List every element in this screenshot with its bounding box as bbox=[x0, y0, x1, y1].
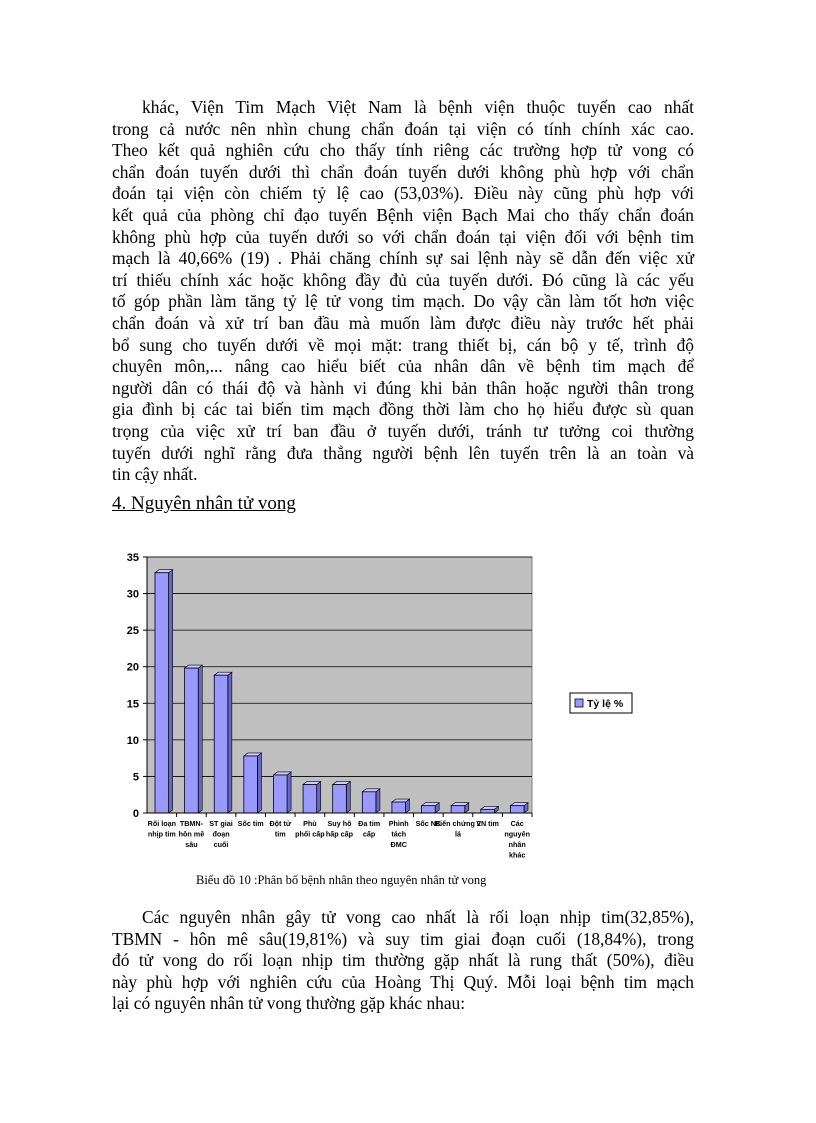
bar-side bbox=[287, 772, 291, 813]
x-tick-label: Rối loạn bbox=[147, 819, 176, 828]
section-heading: 4. Nguyên nhân tử vong bbox=[112, 493, 296, 514]
bar bbox=[214, 675, 228, 813]
y-tick-label: 15 bbox=[126, 698, 139, 711]
bar bbox=[510, 806, 524, 813]
bar bbox=[155, 573, 169, 813]
paragraph-line: khác, Viện Tim Mạch Việt Nam là bệnh viện thuộc tuyến cao nhất bbox=[142, 97, 694, 117]
paragraph-line: tố góp phần làm tăng tỷ lệ tử vong tim mạch. Do vậy cần làm tốt hơn việc bbox=[112, 291, 694, 312]
x-tick-label: Suy hô bbox=[327, 819, 352, 828]
y-tick-label: 25 bbox=[126, 625, 139, 638]
x-tick-label: cấp bbox=[362, 829, 376, 839]
x-tick-label: Sốc tim bbox=[237, 819, 264, 828]
bar bbox=[303, 784, 317, 813]
paragraph-line: TBMN - hôn mê sâu(19,81%) và suy tim giai đoạn cuối (18,84%), trong bbox=[112, 928, 694, 949]
paragraph-line: trọng của việc xử trí ban đầu ở tuyến dưới, tránh tư tưởng coi thường bbox=[112, 420, 694, 441]
x-tick-label: Sốc NK bbox=[415, 819, 442, 828]
paragraph-line: chẩn đoán tuyến dưới thì chẩn đoán tuyến dưới không phù hợp với chẩn bbox=[112, 161, 694, 182]
paragraph-line: mạch là 40,66% (19) . Phải chăng chính sự sai lệnh này sẽ dẫn đến việc xử bbox=[112, 248, 694, 269]
paragraph-line: trong cả nước nên nhìn chung chẩn đoán tại viện có tính chính xác cao. bbox=[112, 118, 694, 139]
bar bbox=[362, 792, 376, 813]
x-tick-label: khác bbox=[508, 850, 526, 860]
death-cause-bar-chart bbox=[112, 545, 672, 861]
x-tick-label: ĐMC bbox=[390, 840, 407, 849]
x-tick-label: lá bbox=[454, 829, 461, 839]
x-tick-label: sâu bbox=[185, 840, 198, 849]
x-tick-label: phổi cấp bbox=[295, 829, 325, 839]
bar bbox=[392, 802, 406, 813]
paragraph-line: tin cậy nhất. bbox=[112, 464, 198, 485]
bar bbox=[422, 806, 436, 813]
x-tick-label: nhân bbox=[508, 840, 526, 849]
bar bbox=[185, 668, 199, 813]
body-paragraph-1 bbox=[112, 97, 694, 486]
paragraph-line: gia đình bị các tai biến tim mạch đồng thời làm cho họ hiểu được sù quan bbox=[112, 399, 694, 420]
paragraph-line: đoán tại viện còn chiếm tỷ lệ cao (53,03%). Điều này cũng phù hợp với bbox=[112, 183, 694, 204]
x-tick-label: nguyên bbox=[504, 829, 530, 839]
paragraph-line: chuyên môn,... nâng cao hiểu biết của nhân dân về bệnh tim mạch để bbox=[112, 356, 694, 377]
bar bbox=[273, 775, 287, 813]
paragraph-line: bổ sung cho tuyến dưới về mọi mặt: trang thiết bị, cán bộ y tế, trình độ bbox=[112, 334, 694, 355]
paragraph-line: không phù hợp của tuyến dưới so với chẩn đoán tại viện đối với bệnh tim bbox=[112, 226, 694, 247]
paragraph-line: người dân có thái độ và hành vi đúng khi bản thân hoặc người thân trong bbox=[112, 377, 694, 398]
y-tick-label: 5 bbox=[132, 771, 139, 784]
paragraph-line: này phù hợp với nghiên cứu của Hoàng Thị Quý. Mỗi loại bệnh tim mạch bbox=[112, 971, 694, 992]
x-tick-label: Phình bbox=[388, 819, 409, 828]
x-tick-label: Phù bbox=[303, 819, 317, 828]
x-tick-label: hôn mê bbox=[178, 829, 205, 839]
paragraph-line: lại có nguyên nhân tử vong thường gặp khác nhau: bbox=[112, 993, 466, 1014]
paragraph-line: trí thiếu chính xác hoặc không đầy đủ của tuyến dưới. Đó cũng là các yếu bbox=[112, 269, 694, 290]
bar-side bbox=[257, 753, 261, 813]
legend-swatch bbox=[575, 699, 583, 707]
chart-caption: Biểu đồ 10 :Phân bố bệnh nhân theo nguyên nhân tử vong bbox=[196, 873, 487, 887]
bar bbox=[244, 756, 258, 813]
paragraph-line: Các nguyên nhân gây tử vong cao nhất là rối loạn nhịp tim(32,85%), bbox=[142, 907, 694, 927]
x-tick-label: ST giai bbox=[209, 819, 233, 828]
x-tick-label: VN tim bbox=[476, 819, 499, 828]
y-tick-label: 20 bbox=[126, 661, 139, 674]
plot-area bbox=[147, 557, 532, 813]
y-tick-label: 10 bbox=[126, 734, 139, 747]
x-tick-label: hấp cấp bbox=[325, 829, 354, 839]
bar-side bbox=[317, 781, 321, 813]
paragraph-line: Theo kết quả nghiên cứu cho thấy tính riêng các trường hợp tử vong có bbox=[112, 140, 694, 161]
bar-side bbox=[346, 781, 350, 813]
x-tick-label: cuối bbox=[213, 840, 229, 849]
y-tick-label: 0 bbox=[132, 808, 139, 820]
bar-side bbox=[376, 789, 380, 813]
paragraph-line: tuyến dưới nghĩ rằng đưa thẳng người bệnh lên tuyến trên là an toàn và bbox=[112, 442, 694, 463]
paragraph-line: đó tử vong do rối loạn nhịp tim thường gặp nhất là rung thất (50%), điều bbox=[112, 950, 694, 971]
body-paragraph-2 bbox=[112, 907, 694, 1015]
x-tick-label: Đột tử bbox=[269, 819, 292, 828]
bar-side bbox=[198, 665, 202, 813]
y-tick-label: 35 bbox=[126, 552, 139, 564]
bar bbox=[451, 806, 465, 813]
x-tick-label: Biến chứng 2 bbox=[434, 819, 481, 828]
x-tick-label: Đa tim bbox=[358, 819, 381, 828]
bar-side bbox=[228, 672, 232, 813]
x-tick-label: Các bbox=[510, 819, 524, 828]
y-tick-label: 30 bbox=[126, 588, 139, 601]
bar bbox=[481, 809, 495, 813]
legend-label: Tỷ lệ % bbox=[587, 698, 624, 710]
x-tick-label: tách bbox=[391, 829, 407, 839]
bar bbox=[333, 784, 347, 813]
paragraph-line: kết quả của phòng chỉ đạo tuyến Bệnh viện Bạch Mai cho thấy chẩn đoán bbox=[112, 204, 694, 225]
x-tick-label: nhịp tim bbox=[147, 829, 176, 839]
x-tick-label: đoạn bbox=[212, 829, 230, 839]
paragraph-line: chẩn đoán và xử trí ban đầu mà muốn làm được điều này trước hết phải bbox=[112, 312, 694, 333]
x-tick-label: tim bbox=[274, 829, 286, 839]
bar-side bbox=[169, 570, 173, 813]
x-tick-label: TBMN- bbox=[179, 819, 204, 828]
